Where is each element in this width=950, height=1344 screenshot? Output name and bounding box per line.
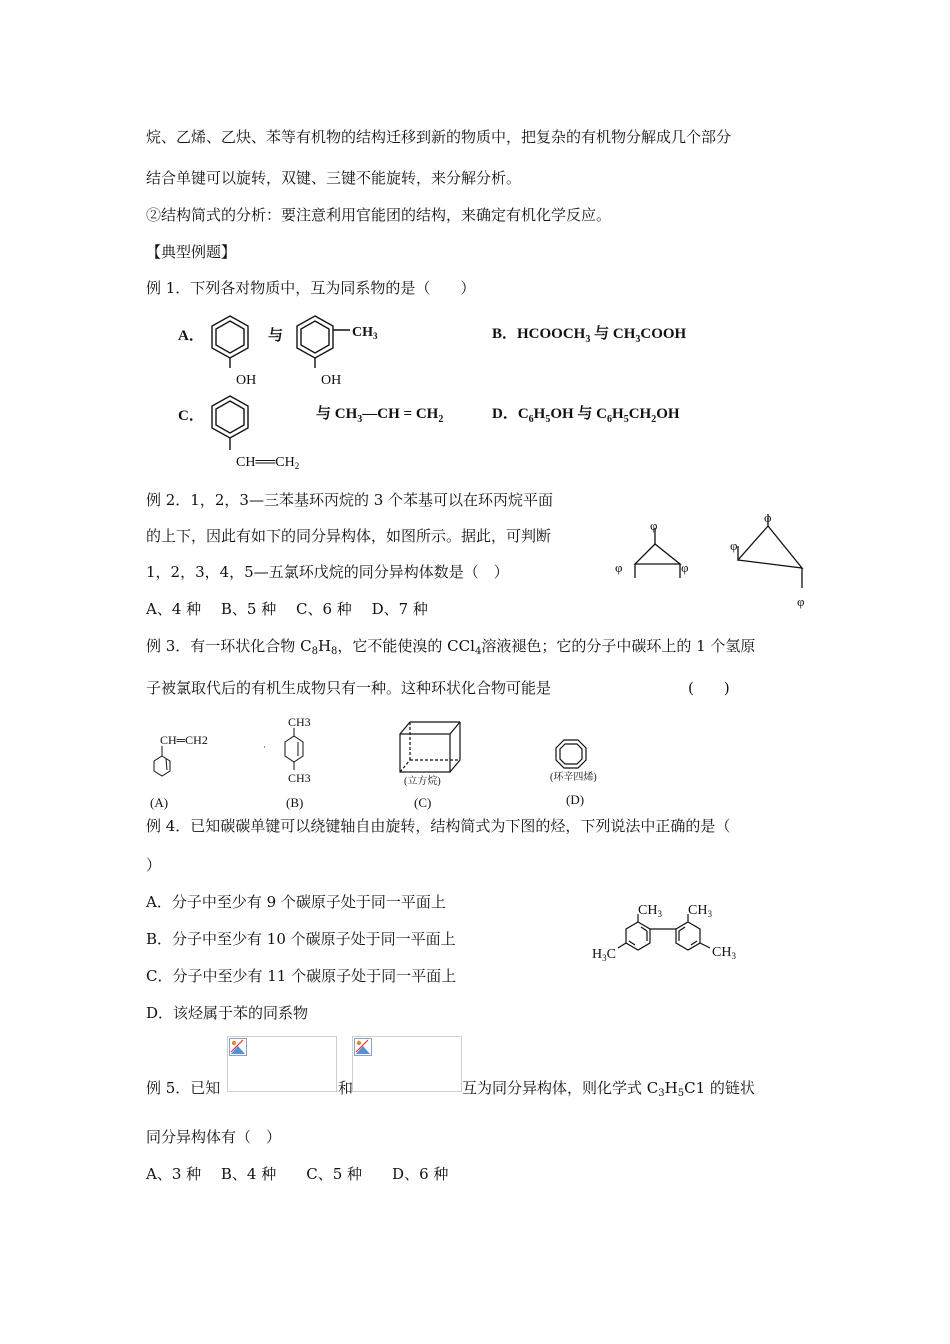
- phenol-ring-icon: [212, 316, 248, 368]
- phi-label: φ: [764, 510, 772, 525]
- phenol-oh-label: OH: [236, 373, 257, 388]
- example-1-question: 例 1．下列各对物质中，互为同系物的是（ ）: [146, 279, 476, 297]
- missing-image-placeholder-1: [227, 1036, 337, 1092]
- cyclopropane-isomer-1-icon: [635, 528, 680, 578]
- ch3-label: $CH_3$: [712, 945, 736, 961]
- cyclopropane-isomer-2-icon: [738, 514, 802, 588]
- phi-label: φ: [797, 594, 805, 609]
- missing-image-placeholder-2: [352, 1036, 462, 1092]
- option-a-label: A．: [178, 328, 204, 344]
- cyclooctatetraene-icon: [556, 740, 586, 768]
- example-3-answer-paren: ( ): [688, 679, 730, 697]
- phi-label: φ: [681, 560, 689, 575]
- example-4-option-b: B．分子中至少有 10 个碳原子处于同一平面上: [146, 930, 456, 948]
- intro-line-1: 烷、乙烯、乙炔、苯等有机物的结构迁移到新的物质中，把复杂的有机物分解成几个部分: [146, 128, 732, 146]
- option-c-chain: 与 $CH_3—CH = CH_2$: [316, 406, 444, 425]
- styrene-ring-icon: [212, 396, 248, 450]
- option-a-vinyl-label: CH═CH2: [160, 733, 208, 747]
- biphenyl-structure-diagram: [590, 900, 760, 970]
- h3c-label: $H_3C$: [592, 947, 616, 963]
- phi-label: φ: [650, 518, 658, 533]
- dot-mark: ·: [263, 742, 266, 752]
- option-b-text: B．$HCOOCH_3$ 与 $CH_3COOH$: [492, 326, 687, 345]
- example-2-line-1: 例 2．1，2，3—三苯基环丙烷的 3 个苯基可以在环丙烷平面: [146, 491, 554, 509]
- phi-label: φ: [730, 538, 738, 553]
- example-3-line-2: 子被氯取代后的有机生成物只有一种。这种环状化合物可能是: [146, 679, 552, 697]
- styrene-icon: [154, 746, 170, 776]
- example-5-prefix: 例 5．已知: [146, 1079, 221, 1097]
- example-4-option-c: C．分子中至少有 11 个碳原子处于同一平面上: [146, 967, 457, 985]
- example-5-and: 和: [338, 1079, 354, 1097]
- cresol-oh-label: OH: [321, 373, 342, 388]
- p-xylene-icon: [285, 728, 303, 770]
- ch3-label: $CH_3$: [638, 903, 662, 919]
- example-4-line-2: ）: [146, 856, 162, 874]
- cubane-note: (立方烷): [404, 776, 441, 787]
- example-4-option-a: A．分子中至少有 9 个碳原子处于同一平面上: [146, 893, 446, 911]
- intro-line-3: ②结构简式的分析：要注意利用官能团的结构，来确定有机化学反应。: [146, 206, 612, 224]
- option-c-label: (C): [414, 795, 432, 810]
- option-a-with: 与: [268, 328, 284, 344]
- option-b-ch3-top: CH3: [288, 715, 311, 729]
- example-4-line-1: 例 4．已知碳碳单键可以绕键轴自由旋转，结构简式为下图的烃，下列说法中正确的是（: [146, 817, 731, 835]
- option-b-label: (B): [286, 795, 304, 810]
- ch3-label: $CH_3$: [688, 903, 712, 919]
- example-5-suffix: 互为同分异构体，则化学式 $C_3H_5C1$ 的链状: [462, 1079, 755, 1099]
- example-5-options: A、3 种 B、4 种 C、5 种 D、6 种: [146, 1165, 449, 1183]
- option-d-label: (D): [566, 792, 585, 807]
- example-4-option-d: D．该烃属于苯的同系物: [146, 1004, 309, 1022]
- broken-image-icon: [229, 1038, 247, 1056]
- intro-line-2: 结合单键可以旋转，双键、三键不能旋转，来分解分析。: [146, 169, 522, 187]
- option-b-ch3-bottom: CH3: [288, 771, 311, 785]
- example-2-options: A、4 种 B、5 种 C、6 种 D、7 种: [146, 600, 428, 618]
- example-1-structures: [170, 308, 710, 478]
- option-c-label: C．: [178, 408, 204, 424]
- example-2-line-3: 1，2，3，4，5—五氯环戊烷的同分异构体数是（ ）: [146, 563, 509, 581]
- option-a-label: (A): [150, 795, 169, 810]
- styrene-vinyl-label: $CH══CH_2$: [236, 455, 300, 471]
- broken-image-icon: [354, 1038, 372, 1056]
- section-heading: 【典型例题】: [146, 243, 237, 261]
- example-2-line-2: 的上下，因此有如下的同分异构体，如图所示。据此，可判断: [146, 527, 552, 545]
- phi-label: φ: [615, 560, 623, 575]
- cresol-ch3-label: $CH_3$: [352, 325, 378, 341]
- example-3-options-diagram: [146, 712, 626, 814]
- example-3-line-1: 例 3．有一环状化合物 $C_8H_8$，它不能使溴的 CCl$_4$溶液褪色；它的分子中碳环上的 1 个氢原: [146, 637, 756, 657]
- biphenyl-icon: [618, 914, 710, 950]
- cresol-ring-icon: [297, 316, 350, 368]
- example-5-line-2: 同分异构体有（ ）: [146, 1128, 282, 1146]
- cubane-icon: [400, 722, 460, 772]
- option-d-text: D．$C_6H_5OH$ 与 $C_6H_5CH_2OH$: [492, 406, 680, 425]
- cyclopropane-isomers-diagram: [610, 508, 820, 608]
- cyclooctatetraene-note: (环辛四烯): [550, 772, 597, 783]
